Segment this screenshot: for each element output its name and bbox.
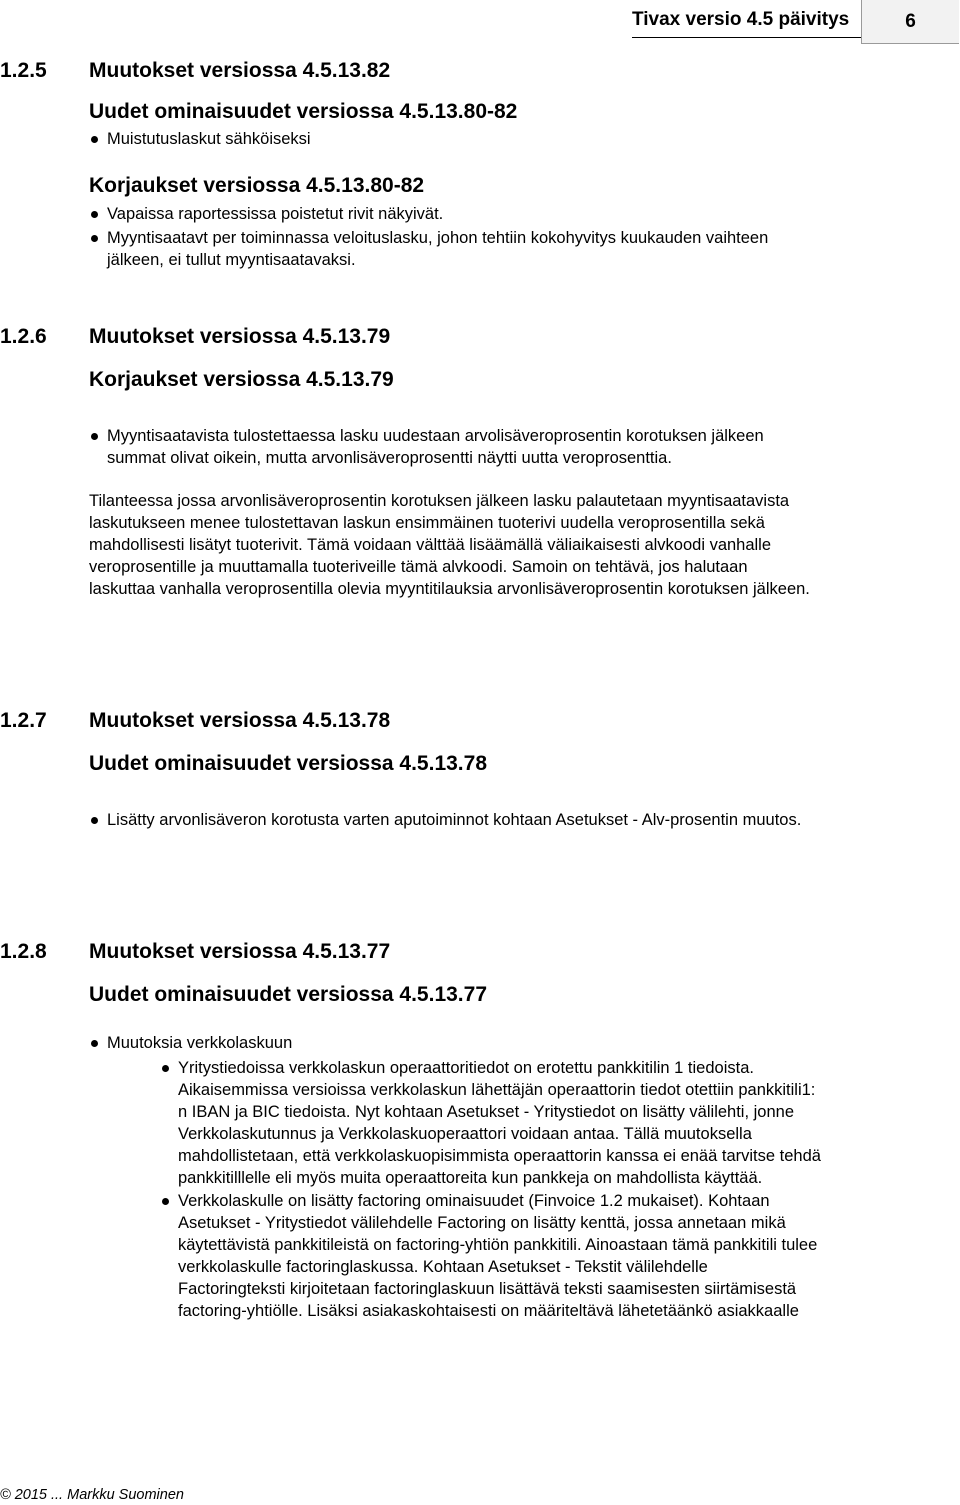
sub-list-item-continuation: käytettävistä pankkitileistä on factoring-yhtiön pankkitili. Ainoastaan tämä pankkitili tulee [178,1236,818,1254]
header-rule [632,37,861,38]
bullet-icon [162,1065,169,1072]
list-item: Vapaissa raportessissa poistetut rivit näkyivät. [107,205,444,223]
bullet-icon [91,1040,98,1047]
bullet-icon [91,433,98,440]
section-title: Muutokset versiossa 4.5.13.79 [89,325,391,348]
section-title: Muutokset versiossa 4.5.13.77 [89,940,391,963]
new-features-heading: Uudet ominaisuudet versiossa 4.5.13.78 [89,752,487,775]
new-features-heading: Uudet ominaisuudet versiossa 4.5.13.80-82 [89,100,518,123]
fixes-heading: Korjaukset versiossa 4.5.13.79 [89,368,394,391]
section-number: 1.2.5 [0,59,47,82]
page-number: 6 [861,0,959,44]
sub-list-item-continuation: factoring-yhtiölle. Lisäksi asiakaskohtaisesti on määriteltävä lähetetäänkö asiakkaalle [178,1302,799,1320]
paragraph-line: mahdollisesti lisätyt tuoterivit. Tämä voidaan välttää lisäämällä väliaikaisesti alvkoodi vanhalle [89,536,772,554]
section-number: 1.2.8 [0,940,47,963]
list-item: Muistutuslaskut sähköiseksi [107,130,311,148]
list-item: Myyntisaatavt per toiminnassa veloituslasku, johon tehtiin kokohyvitys kuukauden vaihteen [107,229,769,247]
sub-list-item-continuation: Factoringteksti kirjoitetaan factoringlaskuun lisättävä teksti saamisesten siirtämisestä [178,1280,797,1298]
sub-list-item: Verkkolaskulle on lisätty factoring ominaisuudet (Finvoice 1.2 mukaiset). Kohtaan [178,1192,770,1210]
running-header: Tivax versio 4.5 päivitys [632,9,850,30]
sub-list-item-continuation: mahdollistetaan, että verkkolaskuopisimmista operaattorin kanssa ei enää tarvitse tehdä [178,1147,821,1165]
list-item: Myyntisaatavista tulostettaessa lasku uudestaan arvolisäveroprosentin korotuksen jälkeen [107,427,764,445]
list-item-continuation: jälkeen, ei tullut myyntisaatavaksi. [107,251,356,269]
bullet-icon [162,1198,169,1205]
sub-list-item-continuation: verkkolaskulle factoringlaskussa. Kohtaan Asetukset - Tekstit välilehdelle [178,1258,708,1276]
section-title: Muutokset versiossa 4.5.13.78 [89,709,391,732]
bullet-icon [91,235,98,242]
paragraph-line: veroprosentille ja muuttamalla tuoteriveille tämä alvkoodi. Samoin on tehtävä, jos halutaan [89,558,748,576]
copyright-footer: © 2015 ... Markku Suominen [0,1487,184,1503]
new-features-heading: Uudet ominaisuudet versiossa 4.5.13.77 [89,983,487,1006]
sub-list-item-continuation: Aikaisemmissa versioissa verkkolaskun lähettäjän operaattorin tiedot otettiin pankkitili1: [178,1081,816,1099]
fixes-heading: Korjaukset versiossa 4.5.13.80-82 [89,174,425,197]
section-number: 1.2.6 [0,325,47,348]
sub-list-item-continuation: pankkitilllelle eli myös muita operaattoreita kun pankkeja on mahdollista käyttää. [178,1169,763,1187]
paragraph-line: laskuttaa vanhalla veroprosentilla olevia myyntitilauksia arvonlisäveroprosentin korotuksen jälkeen. [89,580,810,598]
sub-list-item-continuation: Verkkolaskutunnus ja Verkkolaskuoperaattori voidaan antaa. Tällä muutoksella [178,1125,752,1143]
bullet-icon [91,211,98,218]
list-item: Muutoksia verkkolaskuun [107,1034,293,1052]
section-number: 1.2.7 [0,709,47,732]
section-title: Muutokset versiossa 4.5.13.82 [89,59,391,82]
bullet-icon [91,136,98,143]
paragraph-line: laskutukseen menee tulostettavan laskun ensimmäinen tuoterivi uudella veroprosentilla sekä [89,514,765,532]
sub-list-item: Yritystiedoissa verkkolaskun operaattoritiedot on erotettu pankkitilin 1 tiedoista. [178,1059,754,1077]
list-item: Lisätty arvonlisäveron korotusta varten aputoiminnot kohtaan Asetukset - Alv-prosentin muutos. [107,811,802,829]
sub-list-item-continuation: n IBAN ja BIC tiedoista. Nyt kohtaan Asetukset - Yritystiedot on lisätty välilehti, jonne [178,1103,795,1121]
list-item-continuation: summat olivat oikein, mutta arvonlisäveroprosentti näytti uutta veroprosenttia. [107,449,672,467]
paragraph-line: Tilanteessa jossa arvonlisäveroprosentin korotuksen jälkeen lasku palautetaan myyntisaatavista [89,492,790,510]
sub-list-item-continuation: Asetukset - Yritystiedot välilehdelle Factoring on lisätty kenttä, jossa annetaan mikä [178,1214,786,1232]
bullet-icon [91,817,98,824]
